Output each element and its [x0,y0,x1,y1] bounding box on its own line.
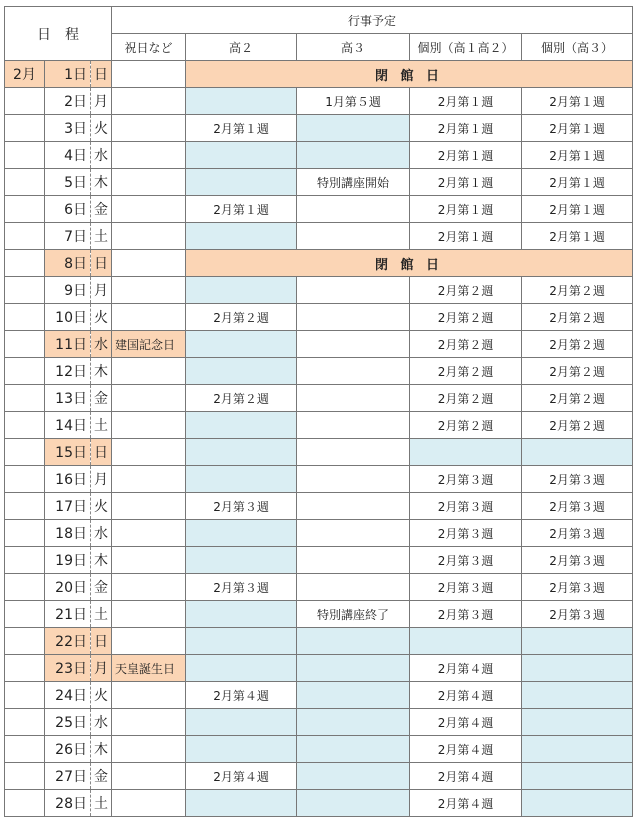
event-cell-ind3 [522,655,633,682]
event-cell-k3 [297,682,410,709]
table-row [5,790,633,817]
schedule-header: 日 程 [5,7,112,61]
event-cell-ind12: 2月第４週 [410,763,522,790]
table-row [5,763,633,790]
weekday-cell: 木 [91,736,112,763]
event-cell-ind12: 2月第２週 [410,385,522,412]
event-cell-k2: 2月第２週 [186,385,297,412]
weekday-cell: 日 [91,61,112,88]
month-cell [5,655,45,682]
event-cell-k3 [297,709,410,736]
event-cell-ind12 [410,439,522,466]
weekday-cell: 土 [91,412,112,439]
event-cell-ind3: 2月第３週 [522,574,633,601]
event-cell-ind12: 2月第４週 [410,709,522,736]
column-header-k2: 高２ [186,34,297,61]
holiday-cell [112,88,186,115]
event-cell-ind3: 2月第３週 [522,547,633,574]
event-cell-ind3 [522,709,633,736]
month-cell: 2月 [5,61,45,88]
event-cell-k3 [297,628,410,655]
day-cell: 22日 [45,628,91,655]
table-row [5,601,633,628]
month-cell [5,142,45,169]
day-cell: 1日 [45,61,91,88]
month-cell [5,736,45,763]
month-cell [5,763,45,790]
holiday-cell [112,520,186,547]
day-cell: 10日 [45,304,91,331]
event-cell-k3 [297,655,410,682]
event-cell-k3 [297,223,410,250]
holiday-cell [112,61,186,88]
event-cell-k2 [186,520,297,547]
holiday-cell [112,547,186,574]
day-cell: 4日 [45,142,91,169]
holiday-cell [112,304,186,331]
event-cell-k3 [297,412,410,439]
event-cell-k2 [186,439,297,466]
events-header: 行事予定 [112,7,633,34]
holiday-cell [112,169,186,196]
day-cell: 12日 [45,358,91,385]
table-row [5,655,633,682]
holiday-cell [112,196,186,223]
table-row [5,385,633,412]
day-cell: 13日 [45,385,91,412]
event-cell-ind12: 2月第３週 [410,574,522,601]
event-cell-k3 [297,385,410,412]
event-cell-ind3: 2月第２週 [522,277,633,304]
event-cell-ind3: 2月第２週 [522,385,633,412]
day-cell: 11日 [45,331,91,358]
weekday-cell: 土 [91,790,112,817]
event-cell-ind3: 2月第１週 [522,142,633,169]
weekday-cell: 木 [91,169,112,196]
day-cell: 23日 [45,655,91,682]
weekday-cell: 金 [91,385,112,412]
weekday-cell: 火 [91,682,112,709]
event-cell-ind12: 2月第３週 [410,493,522,520]
weekday-cell: 金 [91,196,112,223]
holiday-cell [112,439,186,466]
event-cell-ind3: 2月第１週 [522,88,633,115]
weekday-cell: 日 [91,439,112,466]
event-cell-k2: 2月第４週 [186,763,297,790]
day-cell: 2日 [45,88,91,115]
event-cell-k2 [186,736,297,763]
holiday-cell [112,385,186,412]
schedule-body [5,7,633,817]
holiday-cell [112,412,186,439]
holiday-cell: 建国記念日 [112,331,186,358]
holiday-cell [112,601,186,628]
table-row [5,709,633,736]
day-cell: 27日 [45,763,91,790]
event-cell-k2 [186,709,297,736]
event-cell-ind12: 2月第３週 [410,601,522,628]
month-cell [5,115,45,142]
event-cell-ind12: 2月第３週 [410,520,522,547]
event-cell-k2 [186,88,297,115]
month-cell [5,547,45,574]
event-cell-k2 [186,169,297,196]
day-cell: 26日 [45,736,91,763]
event-cell-ind12: 2月第１週 [410,115,522,142]
month-cell [5,277,45,304]
event-cell-k2 [186,547,297,574]
event-cell-k3 [297,736,410,763]
table-row [5,304,633,331]
weekday-cell: 日 [91,250,112,277]
event-cell-k3 [297,331,410,358]
event-cell-k3 [297,763,410,790]
month-cell [5,331,45,358]
event-cell-ind12: 2月第２週 [410,304,522,331]
weekday-cell: 火 [91,304,112,331]
event-cell-ind12 [410,628,522,655]
table-row [5,574,633,601]
column-header-individual-12: 個別（高１高２） [410,34,522,61]
weekday-cell: 月 [91,88,112,115]
event-cell-k2 [186,223,297,250]
holiday-cell [112,250,186,277]
event-cell-ind12: 2月第１週 [410,88,522,115]
column-header-holiday: 祝日など [112,34,186,61]
table-row [5,169,633,196]
header-row-1 [5,7,633,34]
closed-day-cell: 閉 館 日 [186,250,633,277]
table-row [5,142,633,169]
month-cell [5,790,45,817]
holiday-cell [112,628,186,655]
day-cell: 25日 [45,709,91,736]
day-cell: 20日 [45,574,91,601]
day-cell: 21日 [45,601,91,628]
holiday-cell [112,763,186,790]
month-cell [5,628,45,655]
event-cell-k3 [297,196,410,223]
day-cell: 6日 [45,196,91,223]
event-cell-k3 [297,520,410,547]
month-cell [5,682,45,709]
month-cell [5,250,45,277]
table-row [5,628,633,655]
holiday-cell [112,277,186,304]
day-cell: 28日 [45,790,91,817]
day-cell: 3日 [45,115,91,142]
event-cell-k3 [297,574,410,601]
holiday-cell [112,493,186,520]
closed-day-cell: 閉 館 日 [186,61,633,88]
event-cell-k2: 2月第４週 [186,682,297,709]
table-row [5,520,633,547]
weekday-cell: 金 [91,574,112,601]
event-cell-ind12: 2月第１週 [410,142,522,169]
event-cell-ind12: 2月第２週 [410,331,522,358]
event-cell-ind3 [522,628,633,655]
event-cell-k3 [297,115,410,142]
day-cell: 19日 [45,547,91,574]
event-cell-k2: 2月第１週 [186,196,297,223]
day-cell: 15日 [45,439,91,466]
weekday-cell: 水 [91,709,112,736]
event-cell-k3 [297,547,410,574]
event-cell-k3 [297,304,410,331]
table-row [5,493,633,520]
weekday-cell: 月 [91,466,112,493]
event-cell-k2 [186,142,297,169]
day-cell: 7日 [45,223,91,250]
table-row [5,736,633,763]
event-cell-k3: 特別講座終了 [297,601,410,628]
month-cell [5,709,45,736]
event-cell-k3: 特別講座開始 [297,169,410,196]
holiday-cell [112,358,186,385]
month-cell [5,169,45,196]
event-cell-ind3: 2月第３週 [522,493,633,520]
table-row [5,547,633,574]
event-cell-ind12: 2月第２週 [410,358,522,385]
event-cell-ind3 [522,736,633,763]
event-cell-k2: 2月第１週 [186,115,297,142]
event-cell-ind3 [522,763,633,790]
month-cell [5,304,45,331]
day-cell: 18日 [45,520,91,547]
weekday-cell: 金 [91,763,112,790]
event-cell-ind3: 2月第３週 [522,466,633,493]
event-cell-ind12: 2月第１週 [410,169,522,196]
event-cell-k2 [186,466,297,493]
event-cell-ind3: 2月第３週 [522,601,633,628]
weekday-cell: 火 [91,115,112,142]
table-row [5,277,633,304]
event-cell-k2 [186,601,297,628]
event-cell-ind3: 2月第２週 [522,412,633,439]
event-cell-k2: 2月第２週 [186,304,297,331]
weekday-cell: 火 [91,493,112,520]
table-row [5,250,633,277]
table-row [5,466,633,493]
event-cell-k2 [186,331,297,358]
weekday-cell: 月 [91,277,112,304]
weekday-cell: 日 [91,628,112,655]
event-cell-ind12: 2月第１週 [410,223,522,250]
day-cell: 8日 [45,250,91,277]
weekday-cell: 水 [91,520,112,547]
event-cell-ind3: 2月第２週 [522,304,633,331]
event-cell-k2: 2月第３週 [186,493,297,520]
event-cell-ind12: 2月第２週 [410,277,522,304]
event-cell-ind12: 2月第３週 [410,466,522,493]
table-row [5,88,633,115]
month-cell [5,601,45,628]
event-cell-k2 [186,358,297,385]
month-cell [5,520,45,547]
holiday-cell [112,736,186,763]
day-cell: 24日 [45,682,91,709]
event-cell-k3 [297,277,410,304]
event-cell-k2 [186,412,297,439]
weekday-cell: 木 [91,358,112,385]
event-cell-ind3 [522,439,633,466]
month-cell [5,385,45,412]
day-cell: 5日 [45,169,91,196]
holiday-cell [112,574,186,601]
table-row [5,412,633,439]
month-cell [5,574,45,601]
event-cell-ind3: 2月第１週 [522,115,633,142]
month-cell [5,466,45,493]
weekday-cell: 月 [91,655,112,682]
schedule-table [4,6,633,817]
event-cell-ind3: 2月第１週 [522,196,633,223]
weekday-cell: 木 [91,547,112,574]
event-cell-k2 [186,277,297,304]
event-cell-k2 [186,655,297,682]
table-row [5,358,633,385]
event-cell-k2 [186,790,297,817]
event-cell-ind12: 2月第４週 [410,682,522,709]
holiday-cell: 天皇誕生日 [112,655,186,682]
event-cell-k3 [297,466,410,493]
column-header-individual-3: 個別（高３） [522,34,633,61]
event-cell-ind12: 2月第４週 [410,790,522,817]
holiday-cell [112,223,186,250]
event-cell-ind3 [522,790,633,817]
holiday-cell [112,790,186,817]
month-cell [5,196,45,223]
table-row [5,61,633,88]
event-cell-k3 [297,493,410,520]
column-header-k3: 高３ [297,34,410,61]
event-cell-ind3: 2月第１週 [522,169,633,196]
event-cell-k3 [297,358,410,385]
month-cell [5,493,45,520]
event-cell-k3 [297,790,410,817]
holiday-cell [112,115,186,142]
month-cell [5,439,45,466]
event-cell-ind3: 2月第２週 [522,358,633,385]
event-cell-k2: 2月第３週 [186,574,297,601]
holiday-cell [112,709,186,736]
event-cell-ind12: 2月第４週 [410,736,522,763]
event-cell-k2 [186,628,297,655]
event-cell-ind3 [522,682,633,709]
table-row [5,331,633,358]
event-cell-ind3: 2月第１週 [522,223,633,250]
weekday-cell: 水 [91,331,112,358]
holiday-cell [112,466,186,493]
weekday-cell: 土 [91,601,112,628]
event-cell-ind3: 2月第２週 [522,331,633,358]
event-cell-k3: 1月第５週 [297,88,410,115]
month-cell [5,412,45,439]
weekday-cell: 水 [91,142,112,169]
event-cell-ind12: 2月第４週 [410,655,522,682]
weekday-cell: 土 [91,223,112,250]
day-cell: 17日 [45,493,91,520]
day-cell: 14日 [45,412,91,439]
month-cell [5,223,45,250]
table-row [5,439,633,466]
table-row [5,196,633,223]
event-cell-ind12: 2月第２週 [410,412,522,439]
day-cell: 9日 [45,277,91,304]
holiday-cell [112,682,186,709]
month-cell [5,88,45,115]
table-row [5,115,633,142]
month-cell [5,358,45,385]
day-cell: 16日 [45,466,91,493]
event-cell-ind12: 2月第３週 [410,547,522,574]
table-row [5,682,633,709]
holiday-cell [112,142,186,169]
table-row [5,223,633,250]
event-cell-ind3: 2月第３週 [522,520,633,547]
event-cell-ind12: 2月第１週 [410,196,522,223]
event-cell-k3 [297,142,410,169]
event-cell-k3 [297,439,410,466]
